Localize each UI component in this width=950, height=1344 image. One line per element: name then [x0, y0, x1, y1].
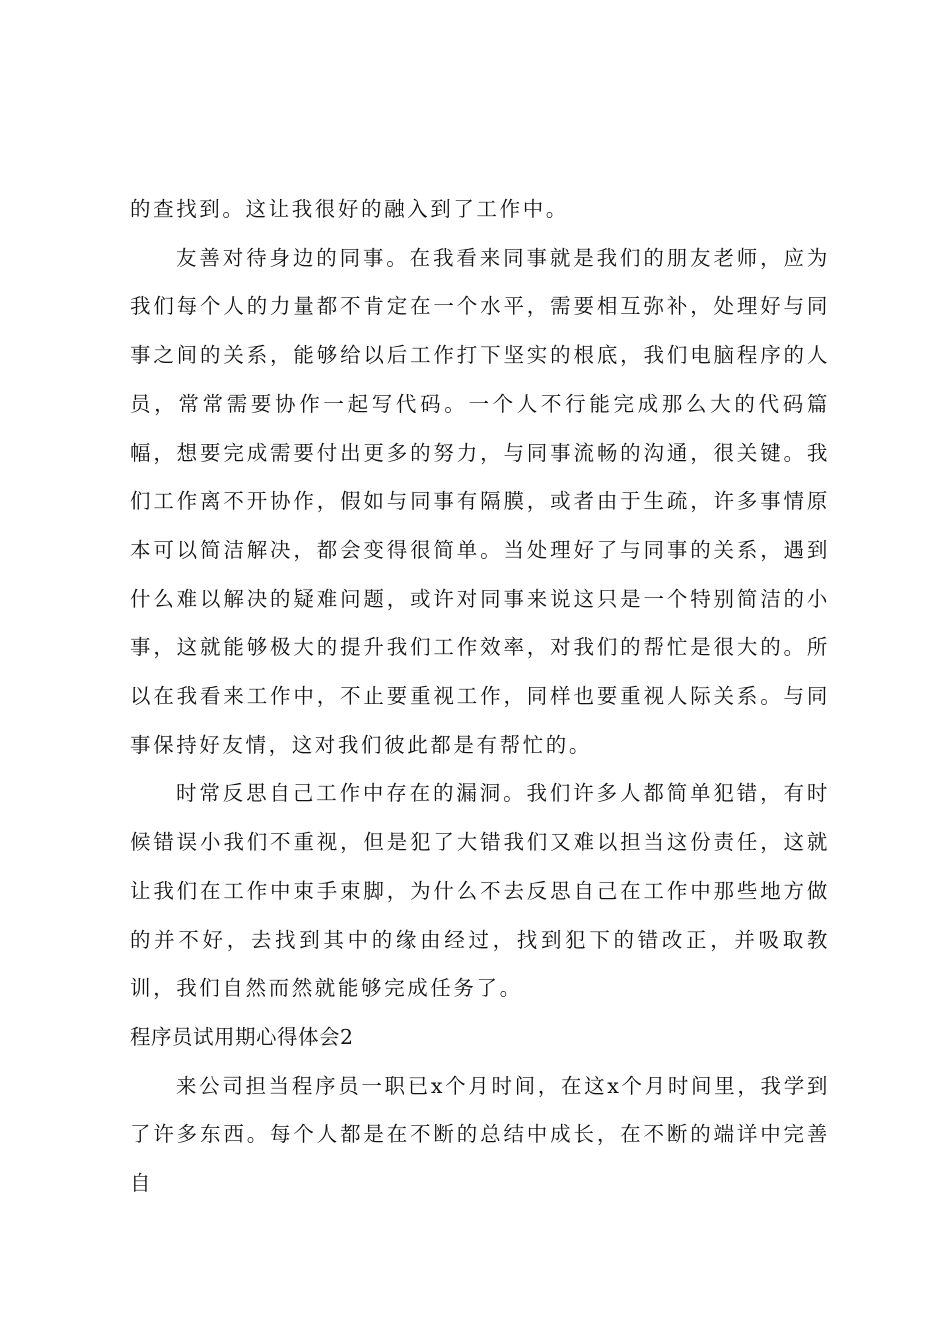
paragraph-intro: 来公司担当程序员一职已x个月时间，在这x个月时间里，我学到了许多东西。每个人都是在不断的总结中成长，在不断的端详中完善自: [130, 1073, 830, 1196]
paragraph-continuation: 的查找到。这让我很好的融入到了工作中。: [130, 197, 569, 221]
section-heading: 程序员试用期心得体会2: [130, 1024, 354, 1049]
paragraph-reflection: 时常反思自己工作中存在的漏洞。我们许多人都简单犯错，有时候错误小我们不重视，但是犯了大错我们又难以担当这份责任，这就让我们在工作中束手束脚，为什么不去反思自己在工作中那些地方做的并不好，去找到其中的缘由经过，找到犯下的错改正，并吸取教训，我们自然而然就能够完成任务了。: [130, 781, 830, 1001]
document-body: [130, 185, 830, 1208]
paragraph-colleagues: 友善对待身边的同事。在我看来同事就是我们的朋友老师，应为我们每个人的力量都不肯定在一个水平，需要相互弥补，处理好与同事之间的关系，能够给以后工作打下坚实的根底，我们电脑程序的人员，常常需要协作一起写代码。一个人不行能完成那么大的代码篇幅，想要完成需要付出更多的努力，与同事流畅的沟通，很关键。我们工作离不开协作，假如与同事有隔膜，或者由于生疏，许多事情原本可以简洁解决，都会变得很简单。当处理好了与同事的关系，遇到什么难以解决的疑难问题，或许对同事来说这只是一个特别简洁的小事，这就能够极大的提升我们工作效率，对我们的帮忙是很大的。所以在我看来工作中，不止要重视工作，同样也要重视人际关系。与同事保持好友情，这对我们彼此都是有帮忙的。: [130, 245, 830, 757]
